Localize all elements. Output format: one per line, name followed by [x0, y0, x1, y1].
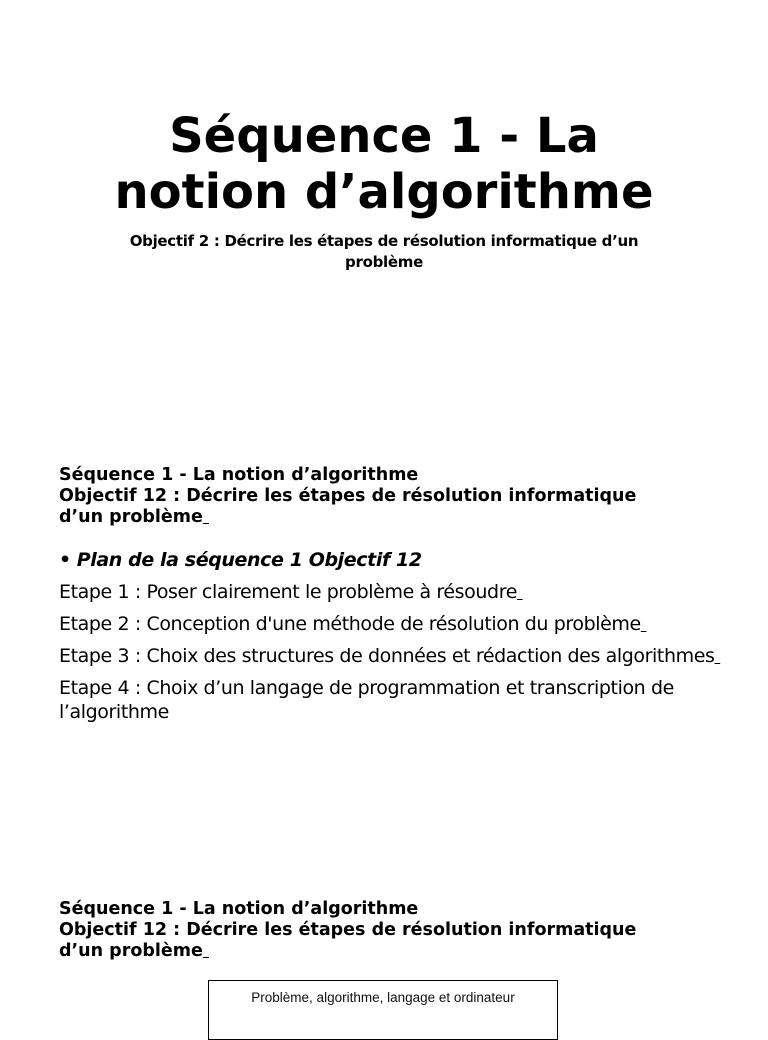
underline-mark	[203, 507, 209, 527]
section-heading-2-line-2: Objectif 12 : Décrire les étapes de résolution informatique	[59, 920, 637, 940]
underline-mark	[203, 941, 209, 961]
plan-list	[59, 548, 739, 732]
section-heading-1-line-1: Séquence 1 - La notion d’algorithme	[59, 465, 419, 485]
section-heading-1-line-3-text: d’un problème	[59, 507, 203, 527]
plan-step-4-text: Etape 4 : Choix d’un langage de programmation et transcription de l’algorithme	[59, 677, 674, 723]
underline-mark	[641, 613, 647, 635]
plan-step-3	[59, 644, 739, 668]
plan-step-4	[59, 676, 739, 724]
plan-step-1	[59, 580, 739, 604]
figure-box	[208, 980, 558, 1040]
plan-step-2	[59, 612, 739, 636]
slide-title-line-1: Séquence 1 - La	[169, 108, 599, 164]
underline-mark	[517, 581, 523, 603]
slide-title	[0, 108, 768, 220]
underline-mark	[715, 645, 721, 667]
section-heading-1-line-2: Objectif 12 : Décrire les étapes de résolution informatique	[59, 486, 637, 506]
plan-step-3-text: Etape 3 : Choix des structures de données et rédaction des algorithmes	[59, 645, 715, 667]
plan-title-text: Plan de la séquence 1 Objectif 12	[76, 549, 422, 571]
plan-title	[59, 548, 739, 572]
plan-step-1-text: Etape 1 : Poser clairement le problème à résoudre	[59, 581, 517, 603]
bullet-icon: •	[59, 549, 71, 571]
section-heading-2	[59, 899, 739, 962]
slide-subtitle: Objectif 2 : Décrire les étapes de résolution informatique d’un problème	[129, 232, 639, 271]
figure-caption: Problème, algorithme, langage et ordinateur	[251, 990, 515, 1005]
section-heading-2-line-1: Séquence 1 - La notion d’algorithme	[59, 899, 419, 919]
section-heading-2-line-3-text: d’un problème	[59, 941, 203, 961]
section-heading-2-line-3	[59, 941, 739, 962]
section-heading-1	[59, 465, 739, 528]
slide-title-line-2: notion d’algorithme	[114, 164, 654, 220]
section-heading-1-line-3	[59, 507, 739, 528]
plan-step-2-text: Etape 2 : Conception d'une méthode de résolution du problème	[59, 613, 641, 635]
